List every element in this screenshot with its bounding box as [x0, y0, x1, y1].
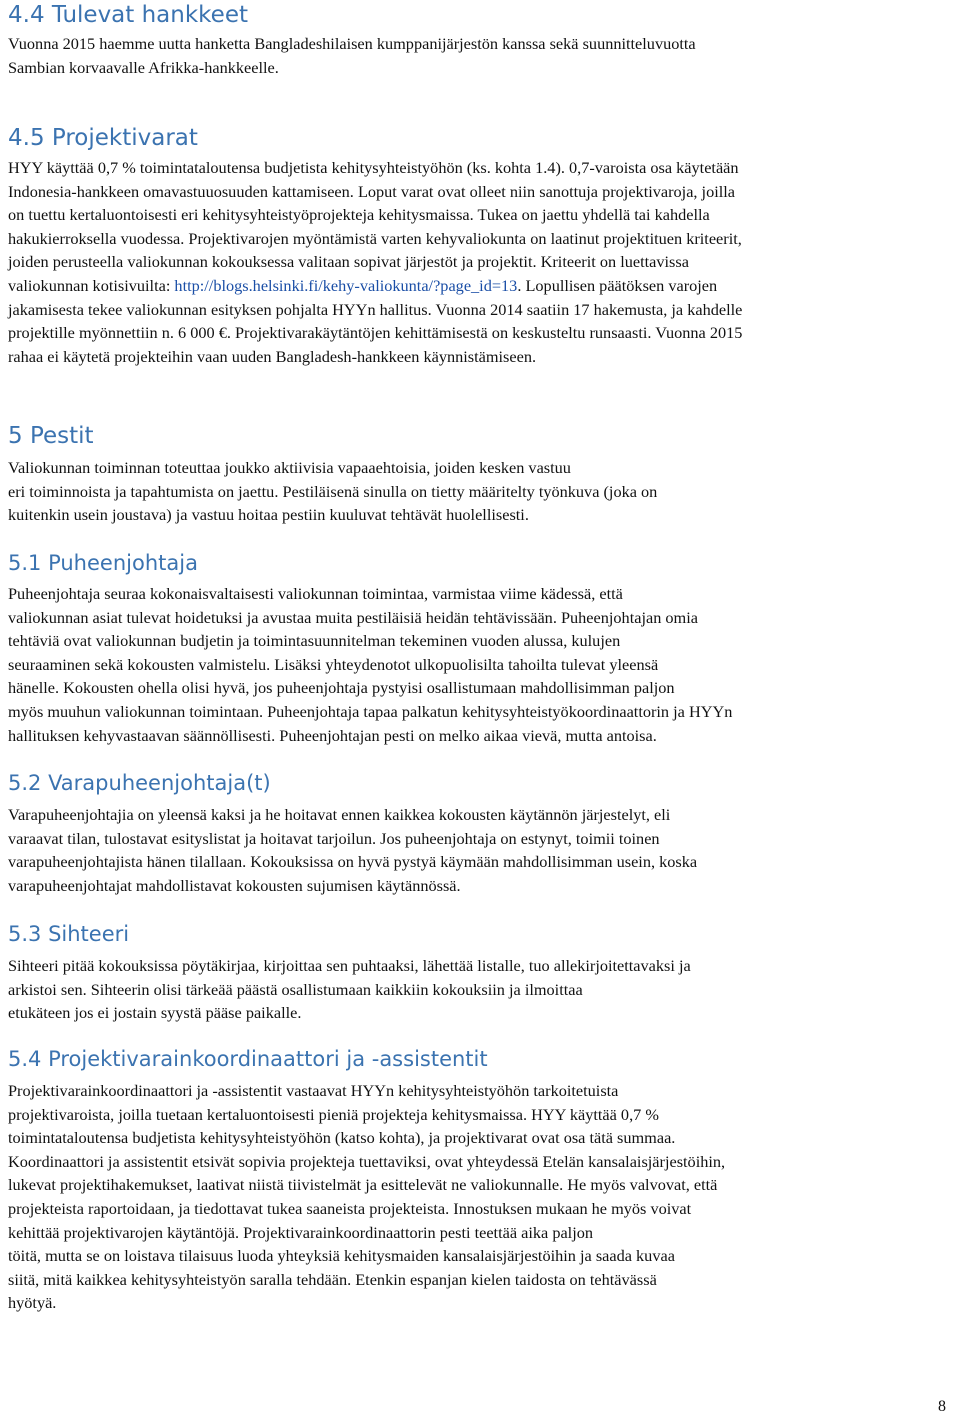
heading-5-4: 5.4 Projektivarainkoordinaattori ja -assistentit [8, 1047, 488, 1071]
heading-5-3: 5.3 Sihteeri [8, 922, 130, 946]
text-line: HYY käyttää 0,7 % toimintataloutensa budjetista kehitysyhteistyöhön (ks. kohta 1.4). 0,7-varoista osa käytetään [8, 158, 739, 177]
text-line: hallituksen kehyvastaavan säännöllisesti. Puheenjohtajan pesti on melko aikaa vievä, mutta antoisa. [8, 725, 657, 745]
text-line: Koordinaattori ja assistentit etsivät sopivia projekteja tuettaviksi, ovat yhteydessä Etelän kansalaisjärjestöihin, [8, 1151, 726, 1171]
text-line: Valiokunnan toiminnan toteuttaa joukko aktiivisia vapaaehtoisia, joiden kesken vastuu [8, 458, 571, 477]
paragraph-5 [8, 456, 948, 527]
text-line: valiokunnan asiat tulevat hoidetuksi ja avustaa muita pestiläisiä heidän tehtävissään. Puheenjohtajan omia [8, 607, 698, 627]
text-line: siitä, mitä kaikkea kehitysyhteistyön saralla tehdään. Etenkin espanjan kielen taidosta on tehtävässä [8, 1269, 657, 1289]
text-line: etukäteen jos ei jostain syystä pääse paikalle. [8, 1003, 302, 1023]
text-line: rahaa ei käytetä projekteihin vaan uuden Bangladesh-hankkeen käynnistämiseen. [8, 346, 537, 366]
text-line: hyötyä. [8, 1293, 57, 1313]
text-line: toimintataloutensa budjetista kehitysyhteistyöhön (katso kohta), ja projektivarat ovat osa tätä summaa. [8, 1128, 676, 1148]
heading-5-1: 5.1 Puheenjohtaja [8, 551, 198, 575]
text-line: Vuonna 2015 haemme uutta hanketta Bangladeshilaisen kumppanijärjestön kanssa sekä suunnitteluvuotta [8, 34, 696, 53]
text-line: arkistoi sen. Sihteerin olisi tärkeää päästä osallistumaan kaikkiin kokouksiin ja ilmoittaa [8, 979, 583, 999]
paragraph-5-1 [8, 582, 948, 747]
paragraph-5-3 [8, 954, 948, 1025]
text-line: lukevat projektihakemukset, laativat niistä tiivistelmät ja esittelevät ne valiokunnalle. He myös valvovat, että [8, 1175, 718, 1195]
heading-5: 5 Pestit [8, 423, 94, 449]
text-line: myös muuhun valiokunnan toimintaan. Puheenjohtaja tapaa palkatun kehitysyhteistyökoordinaattorin ja HYYn [8, 701, 733, 721]
text-line: joiden perusteella valiokunnan kokouksessa valitaan sopivat järjestöt ja projektit. Kriteerit on luettavissa [8, 252, 689, 272]
paragraph-5-2 [8, 803, 948, 897]
text-line: jakamisesta tekee valiokunnan esityksen pohjalta HYYn hallitus. Vuonna 2014 saatiin 17 hakemusta, ja kahdelle [8, 299, 743, 319]
text-line: töitä, mutta se on loistava tilaisuus luoda yhteyksiä kehitysmaiden kansalaisjärjestöihin ja saada kuvaa [8, 1246, 675, 1266]
text-line: projektivaroista, joilla tuetaan kertaluontoisesti pieniä projekteja kehitysmaissa. HYY käyttää 0,7 % [8, 1104, 659, 1124]
text-line: Varapuheenjohtajia on yleensä kaksi ja he hoitavat ennen kaikkea kokousten käytännön järjestelyt, eli [8, 805, 671, 824]
text-line: Sambian korvaavalle Afrikka-hankkeelle. [8, 57, 279, 77]
text-line: hänelle. Kokousten ohella olisi hyvä, jos puheenjohtaja pystyisi osallistumaan mahdollisimman paljon [8, 678, 675, 698]
paragraph-4-5 [8, 156, 948, 368]
paragraph-5-4 [8, 1079, 948, 1315]
text-line: kehittää projektivarojen käytäntöjä. Projektivarainkoordinaattorin pesti teettää aika paljon [8, 1222, 594, 1242]
page-number: 8 [938, 1398, 946, 1415]
text-line: varapuheenjohtajista hänen tilallaan. Kokouksissa on hyvä pystyä käymään mahdollisimman usein, koska [8, 852, 698, 872]
heading-5-2: 5.2 Varapuheenjohtaja(t) [8, 771, 271, 795]
text-line: projekteista raportoidaan, ja tiedottavat tukea saaneista projekteista. Innostuksen mukaan he myös voivat [8, 1198, 692, 1218]
text-line: Sihteeri pitää kokouksissa pöytäkirjaa, kirjoittaa sen puhtaaksi, lähettää listalle, tuo allekirjoitettavaksi ja [8, 956, 691, 975]
text-line: projektille myönnettiin n. 6 000 €. Projektivarakäytäntöjen kehittämisestä on keskusteltu runsaasti. Vuonna 2015 [8, 323, 743, 343]
text-line: kuitenkin usein joustava) ja vastuu hoitaa pestiin kuuluvat tehtävät huolellisesti. [8, 505, 529, 525]
text-line: varapuheenjohtajat mahdollistavat kokousten sujumisen käytännössä. [8, 875, 461, 895]
text-line: varaavat tilan, tulostavat esityslistat ja hoitavat tarjoilun. Jos puheenjohtaja on estynyt, toimii toinen [8, 828, 660, 848]
paragraph-4-4 [8, 32, 948, 79]
text-line: hakukierroksella vuodessa. Projektivarojen myöntämistä varten kehyvaliokunta on laatinut projektituen kriteerit, [8, 228, 742, 248]
text-line: seuraaminen sekä kokousten valmistelu. Lisäksi yhteydenotot ulkopuolisilta tahoilta tulevat yleensä [8, 654, 659, 674]
text-line: Indonesia-hankkeen omavastuuosuuden kattamiseen. Loput varat ovat olleet niin sanottuja projektivaroja, joilla [8, 181, 736, 201]
text-line: . Lopullisen päätöksen varojen [517, 275, 718, 295]
text-line: on tuettu kertaluontoisesti eri kehitysyhteistyöprojekteja kehitysmaissa. Tukea on jaettu yhdellä tai kahdella [8, 205, 710, 225]
text-line: Puheenjohtaja seuraa kokonaisvaltaisesti valiokunnan toimintaa, varmistaa viime kädessä, että [8, 584, 623, 603]
kehy-valiokunta-link[interactable]: http://blogs.helsinki.fi/kehy-valiokunta/?page_id=13 [174, 275, 518, 295]
text-line: valiokunnan kotisivuilta: [8, 275, 175, 295]
text-line: Projektivarainkoordinaattori ja -assistentit vastaavat HYYn kehitysyhteistyöhön tarkoitetuista [8, 1081, 619, 1100]
text-line: eri toiminnoista ja tapahtumista on jaettu. Pestiläisenä sinulla on tietty määritelty työnkuva (joka on [8, 481, 658, 501]
text-line: tehtäviä ovat valiokunnan budjetin ja toimintasuunnitelman tekeminen vuoden alussa, kulujen [8, 631, 621, 651]
heading-4-4: 4.4 Tulevat hankkeet [8, 2, 248, 28]
heading-4-5: 4.5 Projektivarat [8, 125, 198, 151]
